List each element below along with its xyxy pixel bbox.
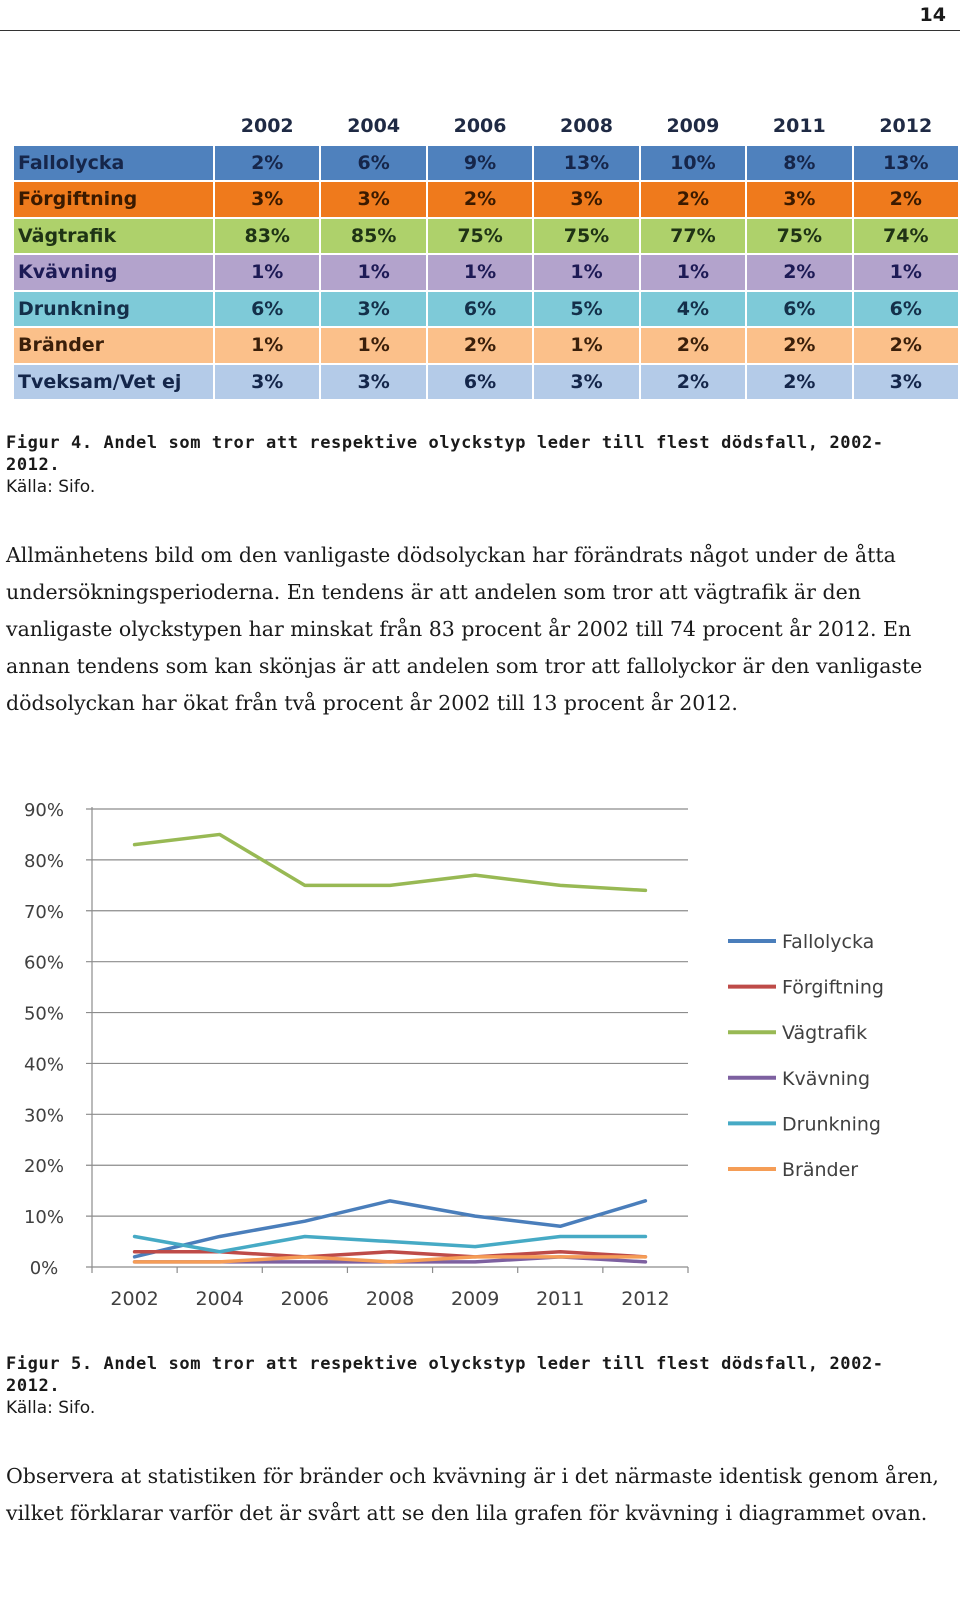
legend-label: Drunkning [782, 1113, 881, 1136]
year-header: 2002 [214, 108, 320, 145]
header-divider [0, 30, 960, 31]
table-cell: 1% [214, 254, 320, 291]
table-row [13, 291, 959, 328]
table-row [13, 145, 959, 182]
x-tick-label: 2002 [110, 1288, 159, 1310]
table-cell: 75% [533, 218, 639, 255]
table-row [13, 218, 959, 255]
year-header: 2009 [640, 108, 746, 145]
table-cell: 6% [427, 291, 533, 328]
y-tick-label: 80% [23, 850, 65, 872]
table-cell: 83% [214, 218, 320, 255]
row-label: Förgiftning [13, 181, 214, 218]
series-line-vägtrafik [135, 834, 646, 890]
legend-label: Vägtrafik [782, 1022, 868, 1045]
table-cell: 6% [214, 291, 320, 328]
figure5-caption-line2: 2012. [6, 1376, 61, 1396]
table-cell: 6% [746, 291, 852, 328]
table-cell: 9% [427, 145, 533, 182]
table-cell: 2% [746, 254, 852, 291]
paragraph-note: Observera at statistiken för bränder och kvävning är i det närmaste identisk genom åren, vilket förklarar varför det är svårt att se den lila grafen för kvävning i diagrammet ovan. [6, 1464, 939, 1525]
y-tick-label: 40% [23, 1054, 65, 1076]
table-cell: 2% [427, 327, 533, 364]
legend-label: Fallolycka [782, 931, 875, 953]
figure5-source: Källa: Sifo. [6, 1398, 96, 1418]
table-cell: 1% [640, 254, 746, 291]
figure5-caption-line1: Figur 5. Andel som tror att respektive olyckstyp leder till flest dödsfall, 2002- [6, 1354, 884, 1374]
figure4-caption [6, 432, 884, 498]
table-cell: 3% [853, 364, 959, 401]
table-cell: 13% [533, 145, 639, 182]
statistics-table [12, 107, 960, 401]
year-header: 2008 [533, 108, 639, 145]
y-tick-label: 70% [23, 901, 65, 923]
y-tick-label: 30% [23, 1105, 65, 1127]
y-tick-label: 60% [23, 952, 65, 974]
figure4-source: Källa: Sifo. [6, 477, 96, 497]
table-cell: 3% [533, 181, 639, 218]
y-tick-label: 10% [23, 1207, 65, 1229]
table-cell: 2% [746, 364, 852, 401]
y-tick-label: 0% [29, 1258, 59, 1279]
legend-label: Förgiftning [782, 976, 884, 999]
series-line-fallolycka [135, 1201, 646, 1257]
table-cell: 1% [533, 327, 639, 364]
table-cell: 13% [853, 145, 959, 182]
table-cell: 77% [640, 218, 746, 255]
x-tick-label: 2004 [195, 1288, 244, 1310]
year-header: 2012 [853, 108, 959, 145]
year-header: 2004 [320, 108, 426, 145]
year-header: 2006 [427, 108, 533, 145]
table-cell: 2% [640, 181, 746, 218]
paragraph-trends: Allmänhetens bild om den vanligaste dödsolyckan har förändrats något under de åtta undersökningsperioderna. En tendens är att andelen som tror att vägtrafik är den vanligaste olyckstypen har minskat från 83 procent år 2002 till 74 procent år 2012. En annan tendens som kan skönjas är att andelen som tror att fallolyckor är den vanligaste dödsolyckan har ökat från två procent år 2002 till 13 procent år 2012. [6, 543, 923, 715]
table-cell: 3% [214, 364, 320, 401]
table-row [13, 181, 959, 218]
page-number: 14 [919, 4, 946, 26]
table-cell: 6% [853, 291, 959, 328]
table-cell: 1% [320, 254, 426, 291]
table-cell: 2% [853, 327, 959, 364]
table-cell: 3% [533, 364, 639, 401]
table-header-row [13, 108, 959, 145]
row-label: Fallolycka [13, 145, 214, 182]
table-cell: 1% [427, 254, 533, 291]
table-cell: 6% [320, 145, 426, 182]
table-cell: 2% [853, 181, 959, 218]
x-tick-label: 2011 [536, 1288, 585, 1310]
x-tick-label: 2008 [365, 1288, 415, 1310]
table-cell: 3% [214, 181, 320, 218]
table-cell: 3% [320, 181, 426, 218]
y-tick-label: 50% [23, 1003, 65, 1025]
table-cell: 2% [214, 145, 320, 182]
line-chart [0, 785, 960, 1325]
legend-label: Bränder [782, 1159, 859, 1181]
year-header: 2011 [746, 108, 852, 145]
x-tick-label: 2009 [450, 1288, 500, 1310]
table-cell: 1% [320, 327, 426, 364]
row-label: Tveksam/Vet ej [13, 364, 214, 401]
table-cell: 1% [533, 254, 639, 291]
row-label: Drunkning [13, 291, 214, 328]
table-cell: 75% [427, 218, 533, 255]
table-corner-cell [13, 108, 214, 145]
row-label: Vägtrafik [13, 218, 214, 255]
row-label: Kvävning [13, 254, 214, 291]
table-cell: 2% [427, 181, 533, 218]
figure4-caption-line1: Figur 4. Andel som tror att respektive olyckstyp leder till flest dödsfall, 2002- [6, 433, 884, 453]
table-cell: 85% [320, 218, 426, 255]
table-cell: 3% [320, 364, 426, 401]
row-label: Bränder [13, 327, 214, 364]
table-cell: 3% [320, 291, 426, 328]
table-cell: 6% [427, 364, 533, 401]
table-row [13, 327, 959, 364]
series-line-bränder [135, 1257, 646, 1262]
legend-label: Kvävning [782, 1067, 871, 1090]
y-tick-label: 20% [23, 1156, 65, 1178]
table-cell: 74% [853, 218, 959, 255]
figure5-caption [6, 1353, 884, 1419]
table-cell: 1% [214, 327, 320, 364]
table-cell: 2% [746, 327, 852, 364]
table-cell: 3% [746, 181, 852, 218]
table-cell: 10% [640, 145, 746, 182]
figure4-caption-line2: 2012. [6, 455, 61, 475]
x-tick-label: 2012 [621, 1288, 670, 1310]
table-cell: 5% [533, 291, 639, 328]
table-row [13, 254, 959, 291]
table-row [13, 364, 959, 401]
table-cell: 8% [746, 145, 852, 182]
table-cell: 75% [746, 218, 852, 255]
table-cell: 1% [853, 254, 959, 291]
table-cell: 4% [640, 291, 746, 328]
table-cell: 2% [640, 327, 746, 364]
table-cell: 2% [640, 364, 746, 401]
y-tick-label: 90% [23, 800, 65, 821]
x-tick-label: 2006 [280, 1288, 330, 1310]
